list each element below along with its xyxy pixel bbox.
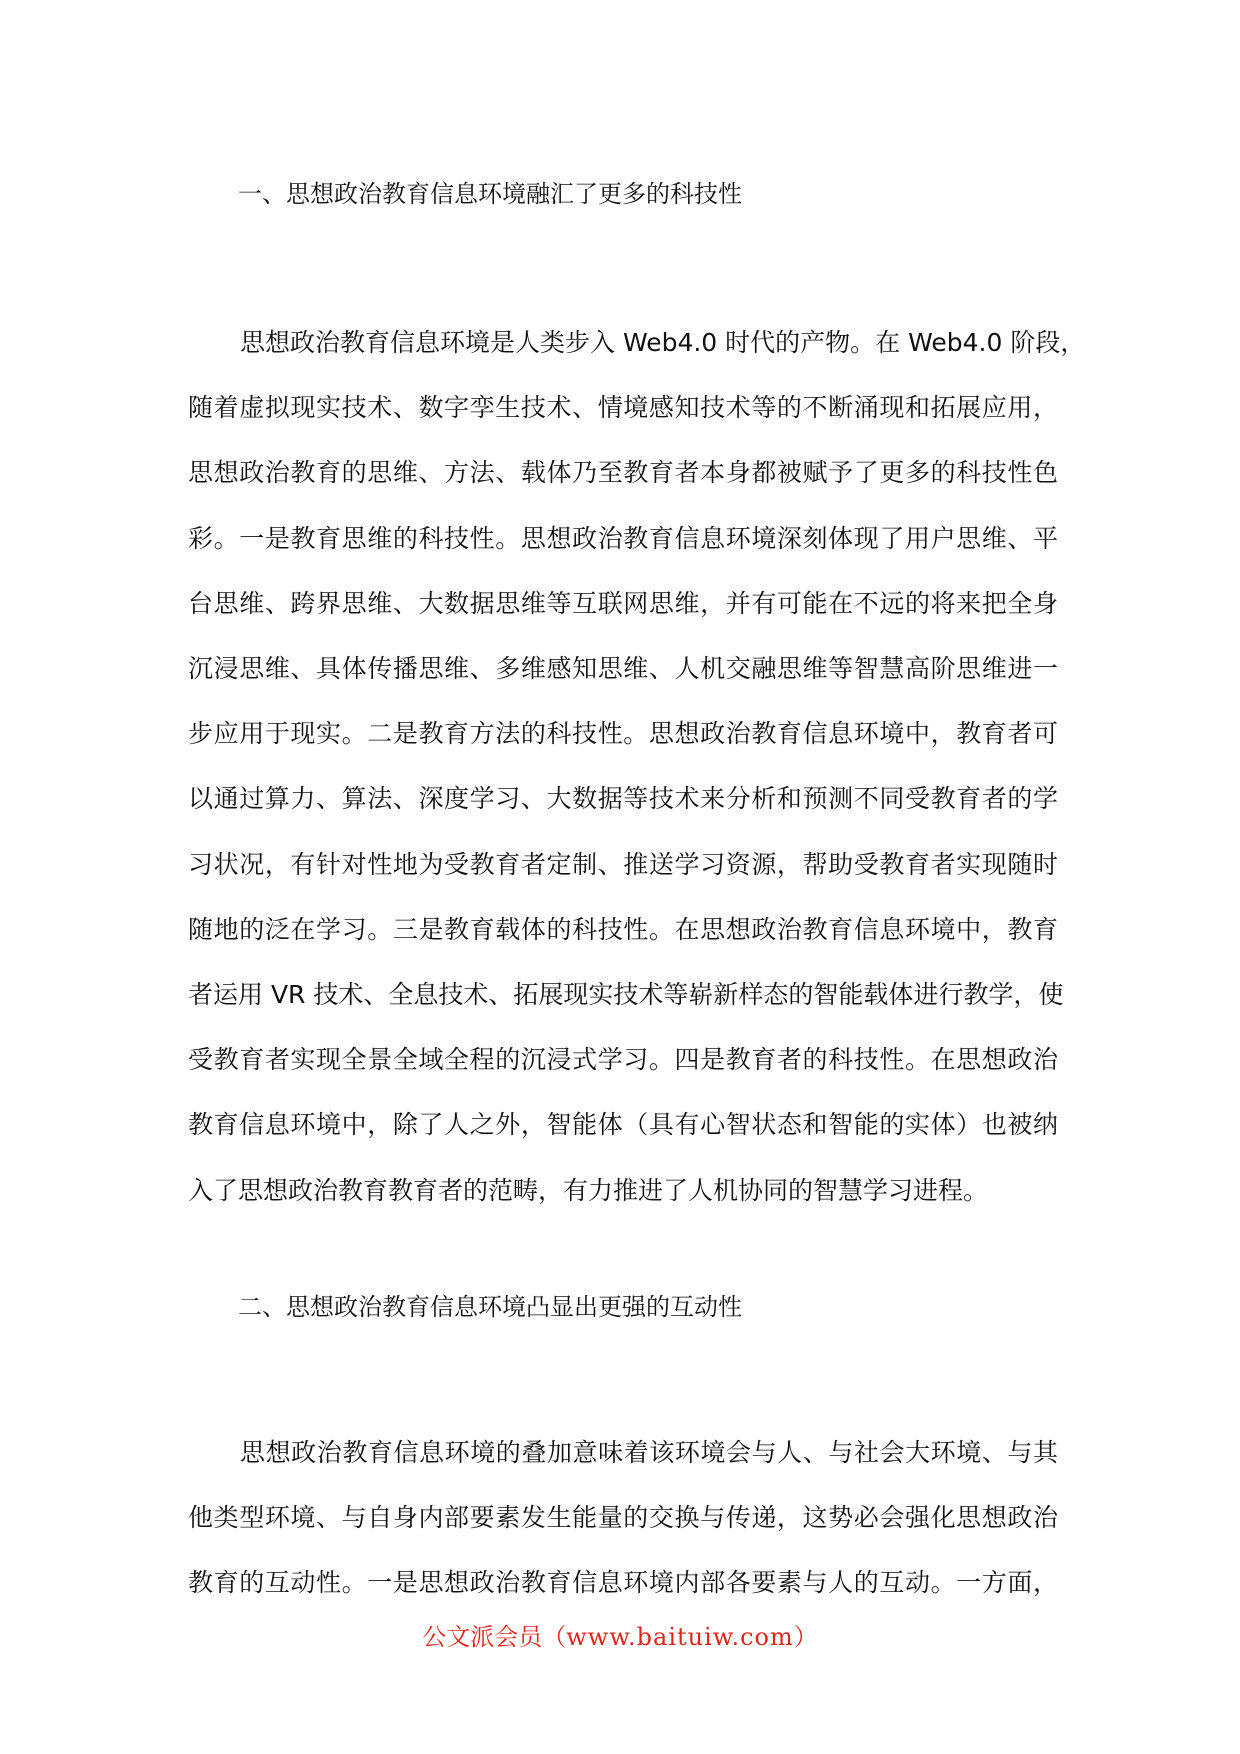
footer-close: ） — [793, 1623, 818, 1651]
paragraph-line: 教育的互动性。一是思想政治教育信息环境内部各要素与人的互动。一方面， — [188, 1568, 1058, 1598]
paragraph-line: 以通过算力、算法、深度学习、大数据等技术来分析和预测不同受教育者的学 — [188, 784, 1058, 814]
paragraph-line: 台思维、跨界思维、大数据思维等互联网思维，并有可能在不远的将来把全身 — [188, 588, 1058, 618]
paragraph-line: 他类型环境、与自身内部要素发生能量的交换与传递，这势必会强化思想政治 — [188, 1503, 1058, 1533]
paragraph-line: 入了思想政治教育教育者的范畴，有力推进了人机协同的智慧学习进程。 — [188, 1175, 989, 1205]
paragraph-line: 者运用 VR 技术、全息技术、拓展现实技术等崭新样态的智能载体进行教学，使 — [188, 980, 1064, 1010]
paragraph-line: 教育信息环境中，除了人之外，智能体（具有心智状态和智能的实体）也被纳 — [188, 1110, 1058, 1140]
paragraph-line: 思想政治教育信息环境是人类步入 Web4.0 时代的产物。在 Web4.0 阶段， — [240, 328, 1086, 357]
paragraph-line: 思想政治教育信息环境的叠加意味着该环境会与人、与社会大环境、与其 — [240, 1438, 1058, 1467]
paragraph-line: 思想政治教育的思维、方法、载体乃至教育者本身都被赋予了更多的科技性色 — [188, 458, 1058, 488]
section-paragraph-2 — [188, 1420, 1058, 1616]
paragraph-line: 步应用于现实。二是教育方法的科技性。思想政治教育信息环境中，教育者可 — [188, 719, 1058, 749]
paragraph-line: 随着虚拟现实技术、数字孪生技术、情境感知技术等的不断涌现和拓展应用， — [188, 393, 1058, 423]
footer-label: 公文派会员（ — [422, 1623, 567, 1651]
paragraph-line: 受教育者实现全景全域全程的沉浸式学习。四是教育者的科技性。在思想政治 — [188, 1045, 1058, 1075]
footer-url-link[interactable]: www.baituiw.com — [566, 1623, 794, 1651]
paragraph-line: 沉浸思维、具体传播思维、多维感知思维、人机交融思维等智慧高阶思维进一 — [188, 654, 1058, 684]
paragraph-line: 习状况，有针对性地为受教育者定制、推送学习资源，帮助受教育者实现随时 — [188, 849, 1058, 879]
paragraph-line: 随地的泛在学习。三是教育载体的科技性。在思想政治教育信息环境中，教育 — [188, 914, 1058, 944]
footer-watermark — [0, 1620, 1240, 1654]
section-heading-2: 二、思想政治教育信息环境凸显出更强的互动性 — [238, 1293, 742, 1321]
paragraph-line: 彩。一是教育思维的科技性。思想政治教育信息环境深刻体现了用户思维、平 — [188, 523, 1058, 553]
section-heading-1: 一、思想政治教育信息环境融汇了更多的科技性 — [238, 180, 742, 208]
section-paragraph-1 — [188, 310, 1086, 1223]
